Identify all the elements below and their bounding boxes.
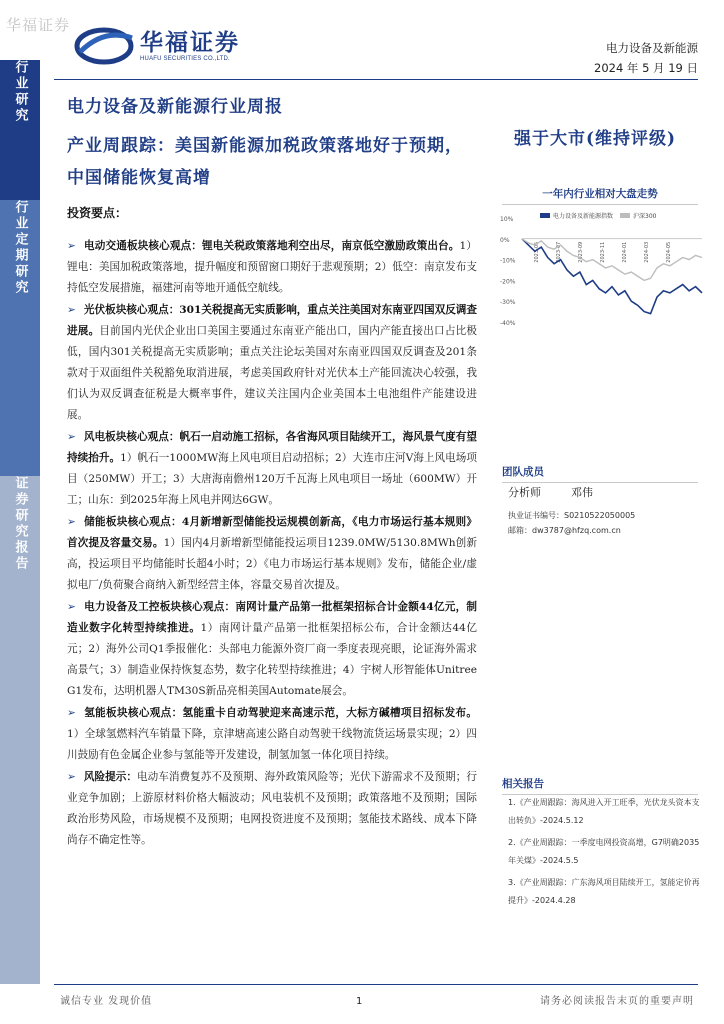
x-tick-label: 2024-01 bbox=[622, 241, 628, 263]
analyst-license: 执业证书编号：S0210522050005 bbox=[508, 511, 636, 520]
legend-swatch bbox=[540, 213, 550, 218]
point-heading: 电动交通板块核心观点：锂电关税政策落地利空出尽，南京低空激励政策出台。 bbox=[83, 240, 460, 252]
bullet-icon: ➢ bbox=[67, 431, 76, 443]
analyst-email[interactable]: 邮箱：dw3787@hfzq.com.cn bbox=[508, 526, 621, 535]
bullet-icon: ➢ bbox=[67, 707, 76, 719]
investment-point bbox=[67, 767, 477, 851]
investment-point bbox=[67, 236, 477, 299]
point-text: 1）锂电：美国加税政策落地，提升幅度和预留窗口期好于悲观预期；2）低空：南京发布支持低空发展措施，福建河南等地开通低空航线。 bbox=[67, 240, 477, 294]
bullet-icon: ➢ bbox=[67, 601, 76, 613]
investment-point bbox=[67, 300, 477, 426]
point-heading: 风险提示： bbox=[83, 771, 138, 783]
point-text: 1）帆石一1000MW海上风电项目启动招标；2）大连市庄河V海上风电场项目（250MW）开工；3）大唐海南儋州120万千瓦海上风电项目一场址（600MW）开工；山东：到2025年海上风电并网达6GW。 bbox=[67, 452, 477, 506]
sidebar-block-industry-research: 行业研究 bbox=[0, 60, 40, 200]
watermark: 华福证券 bbox=[6, 16, 71, 34]
legend-label: 沪深300 bbox=[633, 213, 657, 220]
rating: 强于大市(维持评级) bbox=[514, 129, 677, 149]
relative-performance-chart bbox=[500, 210, 706, 328]
x-tick-label: 2023-09 bbox=[578, 241, 584, 263]
point-heading: 储能板块核心观点：4月新增新型储能投运规模创新高，《电力市场运行基本规则》首次提及容量交易。 bbox=[67, 516, 477, 549]
bullet-icon: ➢ bbox=[67, 304, 76, 316]
legend-swatch bbox=[620, 213, 630, 218]
invest-points-label: 投资要点： bbox=[67, 206, 128, 220]
y-tick-label: -10% bbox=[500, 257, 516, 265]
header-industry: 电力设备及新能源 bbox=[606, 41, 698, 55]
logo-chinese: 华福证券 bbox=[140, 30, 240, 56]
logo-mark-icon bbox=[74, 26, 136, 66]
logo-english: HUAFU SECURITIES CO.,LTD. bbox=[140, 56, 230, 62]
investment-point bbox=[67, 512, 477, 596]
related-report-item[interactable]: 1.《产业周跟踪：海风进入开工旺季，光伏龙头资本支出转负》-2024.5.12 bbox=[508, 798, 700, 825]
bullet-icon: ➢ bbox=[67, 240, 76, 252]
company-logo bbox=[74, 26, 240, 66]
analyst-role: 分析师 bbox=[508, 486, 541, 499]
x-tick-label: 2024-03 bbox=[644, 241, 650, 263]
team-info bbox=[508, 484, 698, 538]
point-text: 电动车消费复苏不及预期、海外政策风险等；光伏下游需求不及预期；行业竞争加剧；上游原材料价格大幅波动；风电装机不及预期；政策落地不及预期；国际政治形势风险，市场规模不及预期；电网投资进度不及预期；氢能技术路线、成本下降尚存不确定性等。 bbox=[67, 771, 477, 846]
header-divider bbox=[54, 79, 698, 80]
bullet-icon: ➢ bbox=[67, 516, 76, 528]
point-text: 1）南网计量产品第一批框架招标公布，合计金额达44亿元；2）海外公司Q1季报催化：头部电力能源外资厂商一季度表现亮眼，论证海外需求高景气；3）制造业保持恢复态势，数字化转型持续推进；4）宇树人形智能体Unitree G1发布，达明机器人TM30S新品亮相美国Automate展会。 bbox=[67, 622, 478, 697]
y-tick-label: 10% bbox=[500, 216, 514, 223]
investment-points bbox=[67, 236, 477, 852]
page-number: 1 bbox=[356, 996, 363, 1007]
point-heading: 风电板块核心观点：帆石一启动施工招标，各省海风项目陆续开工，海风景气度有望持续抬升。 bbox=[67, 431, 477, 464]
related-report-item[interactable]: 3.《产业周跟踪：广东海风项目陆续开工，氢能定价再提升》-2024.4.28 bbox=[508, 878, 700, 905]
x-tick-label: 2023-05 bbox=[534, 241, 540, 263]
sidebar-block-securities-report: 证券研究报告 bbox=[0, 476, 40, 984]
y-tick-label: -40% bbox=[500, 320, 516, 327]
point-text: 目前国内光伏企业出口美国主要通过东南亚产能出口，国内产能直接出口占比极低，国内301关税提高无实质影响；重点关注论坛美国对东南亚四国双反调查及201条款对于双面组件关税豁免取消进展，考虑美国政府针对光伏本土产能回流决心较强，我们认为双反调查征税是大概率事件，建议关注国内企业美国本土电池组件产能建设进展。 bbox=[67, 325, 478, 421]
related-report-item[interactable]: 2.《产业周跟踪：一季度电网投资高增，G7明确2035年关煤》-2024.5.5 bbox=[508, 838, 700, 865]
x-tick-label: 2023-11 bbox=[600, 241, 606, 263]
bullet-icon: ➢ bbox=[67, 771, 76, 783]
related-reports bbox=[508, 794, 704, 914]
point-heading: 光伏板块核心观点：301关税提高无实质影响，重点关注美国对东南亚四国双反调查进展。 bbox=[67, 304, 477, 337]
investment-point bbox=[67, 427, 477, 511]
analyst-name: 邓伟 bbox=[571, 486, 593, 499]
team-title: 团队成员 bbox=[502, 464, 698, 483]
legend-label: 电力设备及新能源指数 bbox=[553, 213, 614, 220]
investment-point bbox=[67, 597, 477, 702]
chart-section-title: 一年内行业相对大盘走势 bbox=[502, 186, 698, 205]
related-reports-title: 相关报告 bbox=[502, 776, 698, 795]
sidebar-block-periodic-research: 行业定期研究 bbox=[0, 200, 40, 476]
point-heading: 氢能板块核心观点：氢能重卡自动驾驶迎来高速示范，大标方碱槽项目招标发布。 bbox=[83, 707, 477, 719]
y-tick-label: -20% bbox=[500, 278, 516, 286]
series-line-industry-index bbox=[522, 239, 702, 314]
header-meta bbox=[594, 38, 698, 78]
x-tick-label: 2024-05 bbox=[666, 241, 672, 263]
header-date: 2024 年 5 月 19 日 bbox=[594, 61, 698, 75]
investment-point bbox=[67, 703, 477, 766]
y-tick-label: -30% bbox=[500, 299, 516, 307]
report-type: 电力设备及新能源行业周报 bbox=[67, 97, 283, 117]
footer-divider bbox=[54, 984, 698, 985]
footer-slogan: 诚信专业 发现价值 bbox=[60, 996, 153, 1007]
footer-disclaimer: 请务必阅读报告末页的重要声明 bbox=[540, 996, 694, 1007]
y-tick-label: 0% bbox=[500, 236, 510, 244]
point-text: 1）国内4月新增新型储能投运项目1239.0MW/5130.8MWh创新高，投运项目平均储能时长超4小时；2）《电力市场运行基本规则》发布，储能企业/虚拟电厂/负荷聚合商纳入新型经营主体，容量交易首次提及。 bbox=[67, 537, 478, 591]
point-text: 1）全球氢燃料汽车销量下降，京津塘高速公路自动驾驶干线物流货运场景实现；2）四川鼓励有色金属企业参与氢能等开发建设，制氢加氢一体化项目持续。 bbox=[67, 728, 477, 761]
x-tick-label: 2023-07 bbox=[556, 241, 562, 263]
report-headline: 产业周跟踪：美国新能源加税政策落地好于预期，中国储能恢复高增 bbox=[67, 136, 463, 188]
point-heading: 电力设备及工控板块核心观点：南网计量产品第一批框架招标合计金额44亿元，制造业数字化转型持续推进。 bbox=[67, 601, 477, 634]
